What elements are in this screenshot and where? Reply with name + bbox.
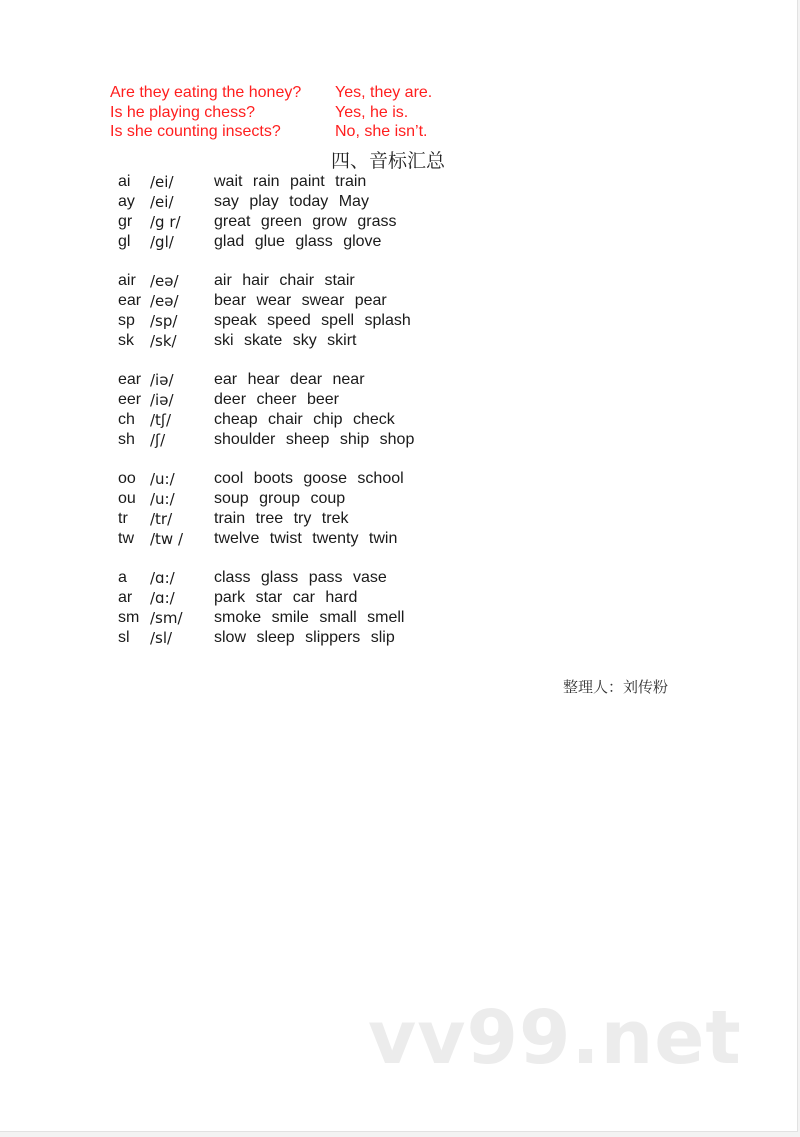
phonetic-symbol: /ɑ:/ (150, 569, 175, 587)
example-words: class glass pass vase (214, 569, 387, 586)
letter-combination: ear (118, 371, 142, 388)
example-words: ear hear dear near (214, 371, 365, 388)
letter-combination: sl (118, 629, 130, 646)
example-words: soup group coup (214, 490, 346, 507)
watermark: vv99.net (368, 995, 742, 1081)
letter-combination: tr (118, 510, 128, 527)
letter-combination: ai (118, 173, 131, 190)
letter-combination: sp (118, 312, 135, 329)
phonetic-symbol: /gl/ (150, 233, 174, 251)
phonetic-symbol: /sp/ (150, 312, 178, 330)
phonetic-symbol: /u:/ (150, 470, 175, 488)
phonetic-symbol: /u:/ (150, 490, 175, 508)
example-words: slow sleep slippers slip (214, 629, 395, 646)
phonetic-symbol: /eə/ (150, 292, 179, 310)
example-words: bear wear swear pear (214, 292, 387, 309)
letter-combination: sm (118, 609, 140, 626)
example-words: smoke smile small smell (214, 609, 405, 626)
phonetic-symbol: /tʃ/ (150, 411, 172, 429)
example-words: train tree try trek (214, 510, 349, 527)
example-words: deer cheer beer (214, 391, 339, 408)
example-words: shoulder sheep ship shop (214, 431, 415, 448)
phonetic-symbol: /iə/ (150, 391, 174, 409)
example-words: ski skate sky skirt (214, 332, 357, 349)
example-words: speak speed spell splash (214, 312, 411, 329)
phonetic-symbol: /sk/ (150, 332, 177, 350)
example-words: park star car hard (214, 589, 358, 606)
phonetic-symbol: /ɑ:/ (150, 589, 175, 607)
section-title: 四、音标汇总 (331, 150, 446, 172)
example-words: great green grow grass (214, 213, 397, 230)
letter-combination: air (118, 272, 136, 289)
letter-combination: sh (118, 431, 135, 448)
letter-combination: ear (118, 292, 142, 309)
qa-answer: Yes, he is. (335, 103, 409, 121)
phonetic-symbol: /ʃ/ (150, 431, 166, 449)
phonetic-symbol: /sm/ (150, 609, 183, 627)
letter-combination: oo (118, 470, 136, 487)
phonetic-symbol: /iə/ (150, 371, 174, 389)
letter-combination: gr (118, 213, 133, 230)
qa-answer: Yes, they are. (335, 84, 433, 101)
example-words: cool boots goose school (214, 470, 404, 487)
phonetic-symbol: /tr/ (150, 510, 173, 528)
letter-combination: ay (118, 193, 135, 210)
example-words: wait rain paint train (214, 173, 367, 190)
example-words: glad glue glass glove (214, 233, 382, 250)
phonetic-symbol: /ei/ (150, 193, 174, 211)
qa-question: Is she counting insects? (110, 123, 281, 140)
letter-combination: ch (118, 411, 135, 428)
phonetic-symbol: /ei/ (150, 173, 174, 191)
qa-answer: No, she isn’t. (335, 123, 428, 140)
phonetic-symbol: /eə/ (150, 272, 179, 290)
qa-question: Are they eating the honey? (110, 84, 302, 101)
letter-combination: eer (118, 391, 142, 408)
phonetic-symbol: /g r/ (150, 213, 181, 231)
qa-question: Is he playing chess? (110, 103, 255, 121)
letter-combination: gl (118, 233, 131, 250)
example-words: cheap chair chip check (214, 411, 395, 428)
letter-combination: ar (118, 589, 133, 606)
letter-combination: a (118, 569, 127, 586)
example-words: twelve twist twenty twin (214, 530, 398, 547)
phonetic-symbol: /tw / (150, 530, 184, 548)
example-words: say play today May (214, 193, 369, 210)
letter-combination: sk (118, 332, 134, 349)
letter-combination: ou (118, 490, 136, 507)
phonetic-symbol: /sl/ (150, 629, 173, 647)
example-words: air hair chair stair (214, 272, 355, 289)
letter-combination: tw (118, 530, 134, 547)
compiler-credit: 整理人：刘传粉 (563, 678, 669, 696)
